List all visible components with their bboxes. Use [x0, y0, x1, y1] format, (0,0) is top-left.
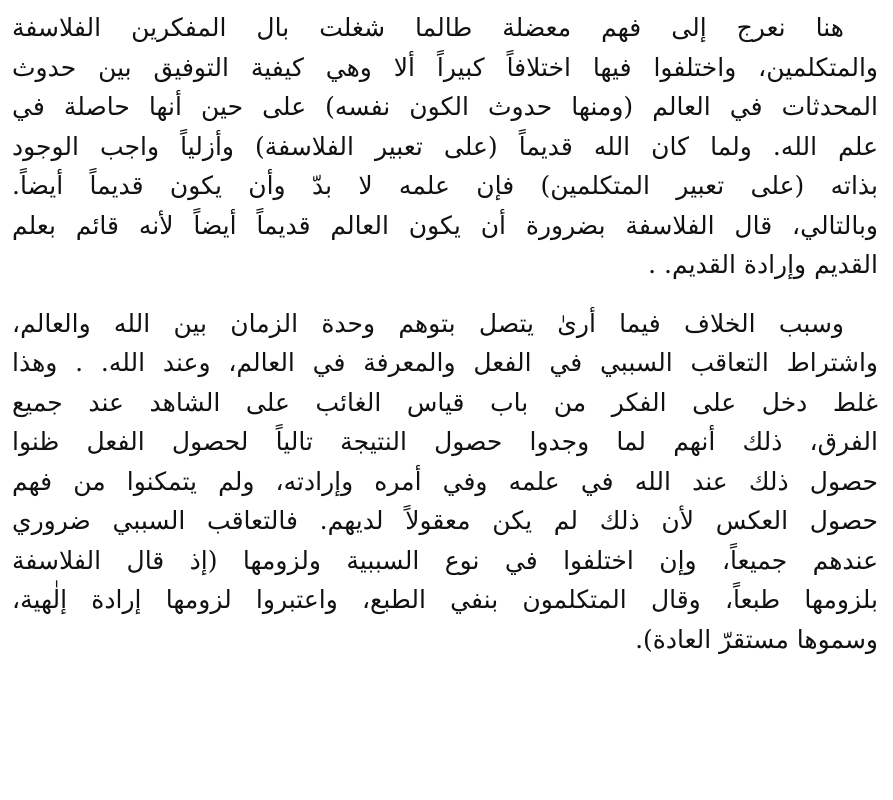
- text-line: حصول العكس لأن ذلك لم يكن معقولاً لديهم. فالتعاقب السببي ضروري: [12, 506, 878, 535]
- paragraph-1: [12, 8, 878, 285]
- text-line: وسبب الخلاف فيما أرىٰ يتصل بتوهم وحدة الزمان بين الله والعالم،: [12, 308, 844, 338]
- text-line: هنا نعرج إلى فهم معضلة طالما شغلت بال المفكرين الفلاسفة: [12, 13, 844, 42]
- text-line: واشتراط التعاقب السببي في الفعل والمعرفة في العالم، وعند الله. . وهذا: [12, 348, 878, 377]
- paragraph-gap: [12, 285, 878, 304]
- text-line: عندهم جميعاً، وإن اختلفوا في نوع السببية ولزومها (إذ قال الفلاسفة: [12, 545, 878, 575]
- text-line: القديم وإرادة القديم. .: [648, 250, 878, 279]
- text-line: علم الله. ولما كان الله قديماً (على تعبير الفلاسفة) وأزلياً واجب الوجود: [12, 131, 878, 161]
- text-line: بلزومها طبعاً، وقال المتكلمون بنفي الطبع، واعتبروا لزومها إرادة إلٰهية،: [12, 585, 878, 614]
- text-line: والمتكلمين، واختلفوا فيها اختلافاً كبيراً ألا وهي كيفية التوفيق بين حدوث: [12, 52, 878, 82]
- text-line: الفرق، ذلك أنهم لما وجدوا حصول النتيجة تالياً لحصول الفعل ظنوا: [12, 427, 878, 456]
- text-line: المحدثات في العالم (ومنها حدوث الكون نفسه) على حين أنها حاصلة في: [12, 92, 878, 121]
- text-line: وسموها مستقرّ العادة).: [635, 624, 878, 654]
- text-line: غلط دخل على الفكر من باب قياس الغائب على الشاهد عند جميع: [12, 387, 878, 417]
- text-line: بذاته (على تعبير المتكلمين) فإن علمه لا بدّ وأن يكون قديماً أيضاً.: [12, 171, 878, 200]
- document-page: [12, 8, 878, 792]
- text-line: وبالتالي، قال الفلاسفة بضرورة أن يكون العالم قديماً أيضاً لأنه قائم بعلم: [12, 210, 878, 240]
- paragraph-2: [12, 304, 878, 660]
- text-line: حصول ذلك عند الله في علمه وفي أمره وإرادته، ولم يتمكنوا من فهم: [12, 466, 878, 496]
